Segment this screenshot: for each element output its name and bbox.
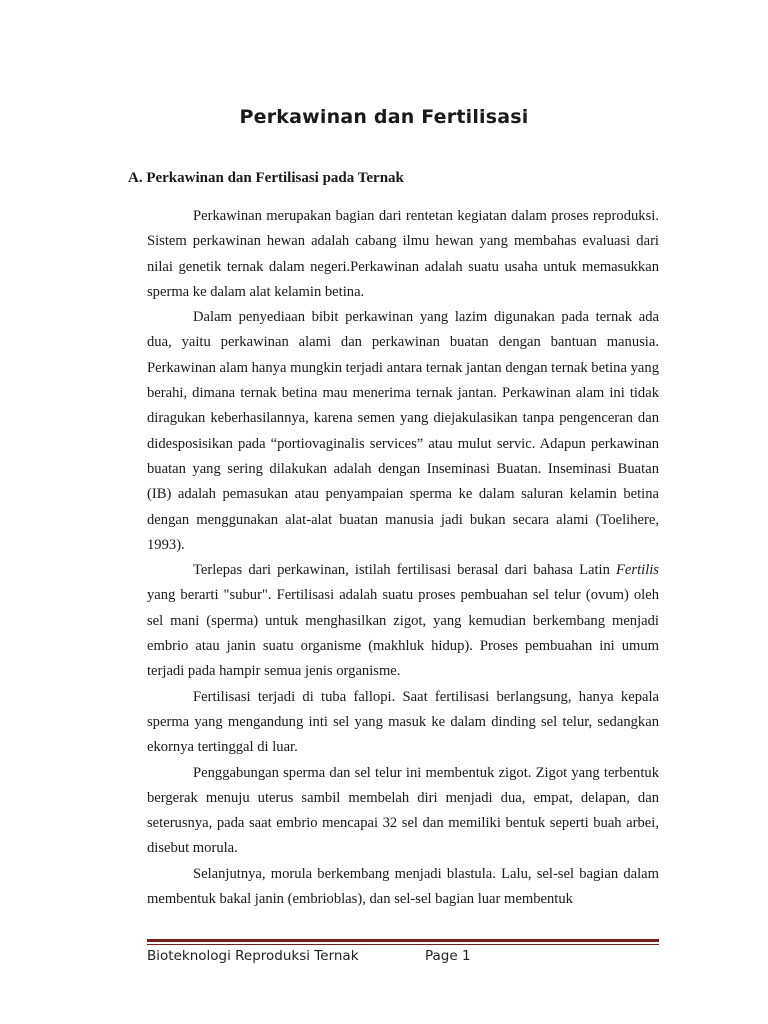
paragraph-1: Perkawinan merupakan bagian dari rentetan kegiatan dalam proses reproduksi. Sistem perkawinan hewan adalah cabang ilmu hewan yang membahas evaluasi dari nilai genetik ternak dalam negeri.Perkawinan adalah suatu usaha untuk memasukkan sperma ke dalam alat kelamin betina. [147, 208, 659, 300]
paragraph-4: Fertilisasi terjadi di tuba fallopi. Saat fertilisasi berlangsung, hanya kepala sperma yang mengandung inti sel yang masuk ke dalam dinding sel telur, sedangkan ekornya tertinggal di luar. [147, 688, 659, 756]
paragraph-3-before: Terlepas dari perkawinan, istilah fertilisasi berasal dari bahasa Latin [193, 562, 617, 579]
footer-document-name: Bioteknologi Reproduksi Ternak [147, 948, 359, 964]
footer-rule-thick [147, 939, 659, 942]
paragraph-3 [147, 558, 659, 684]
footer-page-number: Page 1 [425, 948, 471, 964]
body-text [147, 204, 659, 912]
paragraph-5: Penggabungan sperma dan sel telur ini membentuk zigot. Zigot yang terbentuk bergerak menuju uterus sambil membelah diri menjadi dua, empat, delapan, dan seterusnya, pada saat embrio mencapai 32 sel dan memiliki bentuk seperti buah arbei, disebut morula. [147, 764, 659, 857]
section-heading: A. Perkawinan dan Fertilisasi pada Ternak [128, 170, 404, 186]
paragraph-2: Dalam penyediaan bibit perkawinan yang lazim digunakan pada ternak ada dua, yaitu perkawinan alami dan perkawinan buatan dengan bantuan manusia. Perkawinan alam hanya mungkin terjadi antara ternak jantan dengan ternak betina yang berahi, dimana ternak betina mau menerima ternak jantan. Perkawinan alam ini tidak diragukan keberhasilannya, karena semen yang diejakulasikan tanpa pengenceran dan didesposisikan pada “portiovaginalis services” atau mulut servic. Adapun perkawinan buatan yang sering dilakukan adalah dengan Inseminasi Buatan. Inseminasi Buatan (IB) adalah pemasukan atau penyampaian sperma ke dalam saluran kelamin betina dengan menggunakan alat-alat buatan manusia jadi bukan secara alami (Toelihere, 1993). [147, 309, 659, 553]
paragraph-3-italic-term: Fertilis [616, 562, 659, 579]
paragraph-6: Selanjutnya, morula berkembang menjadi blastula. Lalu, sel-sel bagian dalam membentuk bakal janin (embrioblas), dan sel-sel bagian luar membentuk [147, 865, 659, 908]
footer-rule-thin [147, 944, 659, 945]
page-title: Perkawinan dan Fertilisasi [239, 106, 529, 128]
paragraph-3-after: yang berarti "subur". Fertilisasi adalah suatu proses pembuahan sel telur (ovum) oleh sel mani (sperma) untuk menghasilkan zigot, yang kemudian berkembang menjadi embrio atau janin suatu organisme (makhluk hidup). Proses pembuahan ini umum terjadi pada hampir semua jenis organisme. [147, 587, 659, 680]
